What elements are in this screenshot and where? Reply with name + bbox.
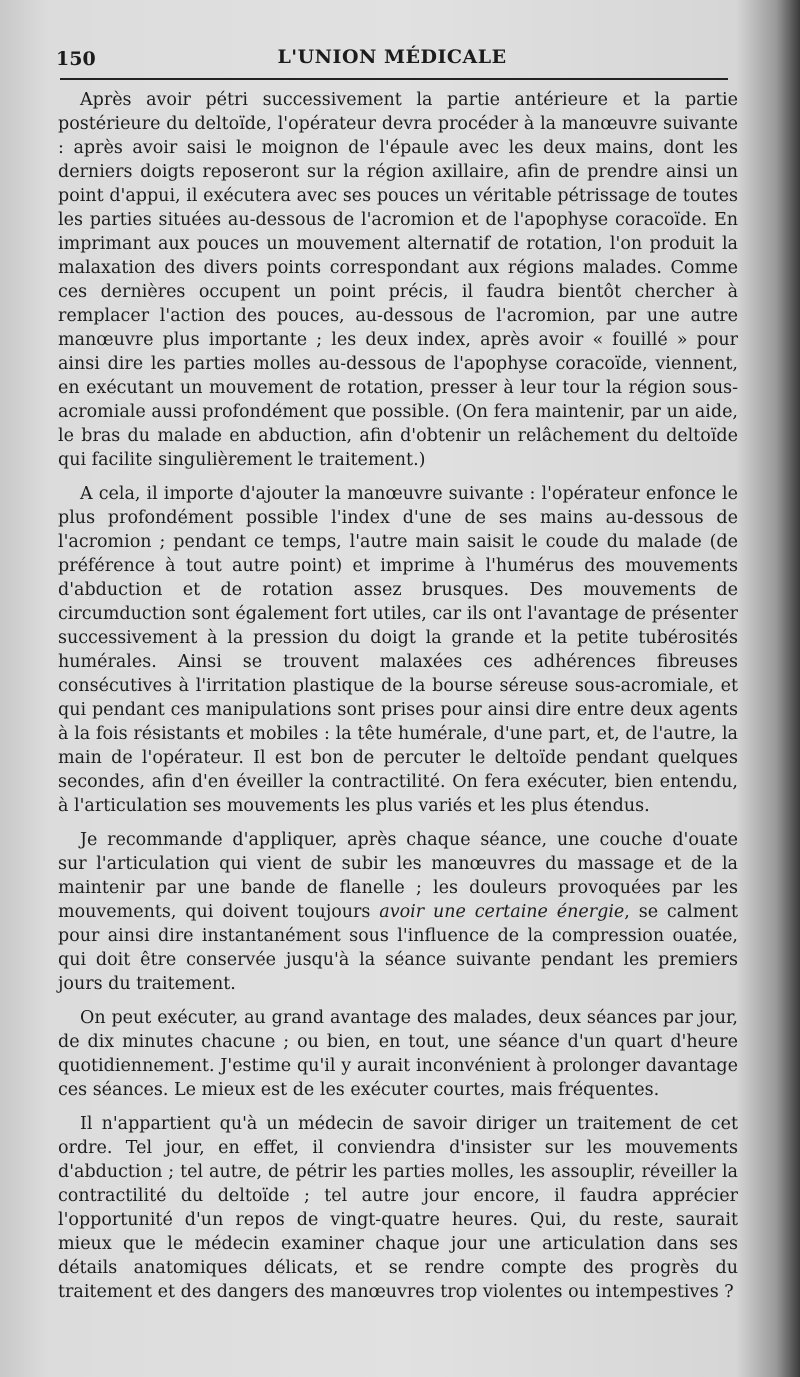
paragraph-2: A cela, il importe d'ajouter la manœuvre suivante : l'opérateur enfonce le plus profondément possible l'index d'une de ses mains au-dessous de l'acromion ; pendant ce temps, l'autre main saisit le coude du malade (de préférence à tout autre point) et imprime à l'humérus des mouvements d'abduction et de rotation assez brusques. Des mouvements de circumduction sont également fort utiles, car ils ont l'avantage de présenter successivement à la pression du doigt la grande et la petite tubérosités humérales. Ainsi se trouvent malaxées ces adhérences fibreuses consécutives à l'irritation plastique de la bourse séreuse sous-acromiale, et qui pendant ces manipulations sont prises pour ainsi dire entre deux agents à la fois résistants et mobiles : la tête humérale, d'une part, et, de l'autre, la main de l'opérateur. Il est bon de percuter le deltoïde pendant quelques secondes, afin d'en éveiller la contractilité. On fera exécuter, bien entendu, à l'articulation ses mouvements les plus variés et les plus étendus. <box>58 484 738 816</box>
paragraph-3-italic-phrase: avoir une certaine énergie <box>379 902 625 922</box>
header-rule <box>60 78 728 80</box>
paragraph-3 <box>58 828 738 996</box>
body-text <box>58 88 738 1314</box>
paragraph-1: Après avoir pétri successivement la partie antérieure et la partie postérieure du deltoïde, l'opérateur devra procéder à la manœuvre suivante : après avoir saisi le moignon de l'épaule avec les deux mains, dont les derniers doigts reposeront sur la région axillaire, afin de prendre ainsi un point d'appui, il exécutera avec ses pouces un véritable pétrissage de toutes les parties situées au-dessous de l'acromion et de l'apophyse coracoïde. En imprimant aux pouces un mouvement alternatif de rotation, l'on produit la malaxation des divers points correspondant aux régions malades. Comme ces dernières occupent un point précis, il faudra bientôt chercher à remplacer l'action des pouces, au-dessous de l'acromion, par une autre manœuvre plus importante ; les deux index, après avoir « fouillé » pour ainsi dire les parties molles au-dessous de l'apophyse coracoïde, viennent, en exécutant un mouvement de rotation, presser à leur tour la région sous-acromiale aussi profondément que possible. (On fera maintenir, par un aide, le bras du malade en abduction, afin d'obtenir un relâchement du deltoïde qui facilite singulièrement le traitement.) <box>58 90 738 470</box>
paragraph-5: Il n'appartient qu'à un médecin de savoir diriger un traitement de cet ordre. Tel jour, en effet, il conviendra d'insister sur les mouvements d'abduction ; tel autre, de pétrir les parties molles, les assouplir, réveiller la contractilité du deltoïde ; tel autre jour encore, il faudra apprécier l'opportunité d'un repos de vingt-quatre heures. Qui, du reste, saurait mieux que le médecin examiner chaque jour une articulation dans ses détails anatomiques délicats, et se rendre compte des progrès du traitement et des dangers des manœuvres trop violentes ou intempestives ? <box>58 1114 738 1302</box>
running-head: L'UNION MÉDICALE <box>277 46 507 68</box>
paragraph-4: On peut exécuter, au grand avantage des malades, deux séances par jour, de dix minutes chacune ; ou bien, en tout, une séance d'un quart d'heure quotidiennement. J'estime qu'il y aurait inconvénient à prolonger davantage ces séances. Le mieux est de les exécuter courtes, mais fréquentes. <box>58 1008 738 1100</box>
page-number: 150 <box>56 48 96 70</box>
page-header <box>56 42 728 72</box>
paragraph-3-text-before: Je recommande d'appliquer, après chaque séance, une couche d'ouate sur l'articulation qui vient de subir les manœuvres du massage et de la maintenir par une bande de flanelle ; les douleurs provoquées par les mouvements, qui doivent toujours <box>58 830 738 922</box>
paragraph-3-text-after: , se calment pour ainsi dire instantanément sous l'influence de la compression ouatée, qui doit être conservée jusqu'à la séance suivante pendant les premiers jours du traitement. <box>58 902 739 994</box>
